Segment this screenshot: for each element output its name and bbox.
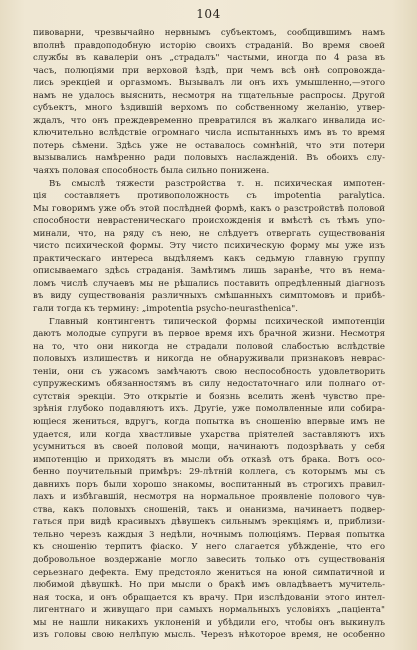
text-line: изъ головы свою нелѣпую мысль. Черезъ нѣкоторое время, не особенно	[33, 630, 385, 641]
text-line: ція составляетъ противоположность съ impotentia paralytica.	[33, 191, 385, 202]
text-line: минали, что, на ряду съ нею, не слѣдуетъ отвергать существованія	[33, 228, 385, 239]
text-line: Въ смыслѣ тяжести разстройства т. н. психическая импотен-	[49, 178, 385, 189]
text-line: супружескимъ обязанностямъ въ силу недостаточнаго или полнаго от-	[33, 379, 385, 390]
text-line: ждалъ, что онъ преждевременно превратился въ жалкаго инвалида ис-	[33, 115, 385, 126]
text-line: ющіеся жениться, вдругъ, когда попытка въ сношенію впервые имъ не	[33, 416, 385, 427]
text-line: любимой дѣвушкѣ. Но при мысли о бракѣ имъ овладѣваетъ мучитель-	[33, 580, 385, 591]
text-line: бенно поучительный примѣръ: 29-лѣтній коллега, съ которымъ мы съ	[33, 467, 385, 478]
text-line: тельно черезъ каждыя 3 недѣли, ночнымъ полюціямъ. Первая попытка	[33, 529, 385, 540]
text-line: чисто психической формы. Эту чисто психическую форму мы уже изъ	[33, 241, 385, 252]
text-line: въ виду существованія различныхъ смѣшанныхъ симптомовъ и прибѣ-	[33, 291, 385, 302]
text-line: половыхъ излишествъ и никогда не обнаруживали признаковъ неврас-	[33, 354, 385, 365]
text-line: описываемаго здѣсь страданія. Замѣтимъ лишь заранѣе, что въ нема-	[33, 266, 385, 277]
text-line: субъектъ, много ѣздившій верхомъ по собственному желанію, утвер-	[33, 103, 385, 114]
text-line: зрѣнія глубоко подавляютъ ихъ. Другіе, уже помолвленные или собира-	[33, 404, 385, 415]
text-line: къ сношенію терпитъ фіаско. У него слагается убѣжденіе, что его	[33, 542, 385, 553]
text-line: часъ, полюціями при верховой ѣздѣ, при чемъ всѣ онѣ сопровожда-	[33, 65, 385, 76]
text-line: ства, какъ половыхъ сношеній, такъ и онанизма, начинаетъ подвер-	[33, 504, 385, 515]
text-line: удается, или когда хвастливые ухарства пріятелей заставляютъ ихъ	[33, 429, 385, 440]
text-line: практическаго интереса выдѣляемъ какъ седьмую главную группу	[33, 253, 385, 264]
text-line: серьезнаго дефекта. Ему предстояло жениться на юной симпатичной и	[33, 567, 385, 578]
text-line: пивоварни, чрезвычайно нервнымъ субъектомъ, сообщившимъ намъ	[33, 28, 385, 38]
text-line: Главный контингентъ типической формы психической импотенціи	[49, 316, 385, 327]
text-line: даютъ молодые супруги въ первое время ихъ брачной жизни. Несмотря	[33, 329, 385, 340]
text-line: чаяхъ половая способность была сильно понижена.	[33, 166, 270, 177]
text-line: ломъ числѣ случаевъ мы не рѣшались поставить опредѣленный діагнозъ	[33, 278, 385, 289]
text-line: вызывались намѣренно ради половыхъ наслажденій. Въ обоихъ слу-	[33, 153, 385, 164]
text-line: лахъ и избѣгавшій, несмотря на нормальное проявленіе полового чув-	[33, 492, 385, 503]
text-line: Мы говоримъ уже объ этой послѣдней формѣ, какъ о разстройствѣ половой	[33, 203, 385, 214]
text-line: сутствія эрекціи. Это открытіе и боязнь вселить женѣ чувство пре-	[33, 391, 385, 402]
page-number: 104	[196, 7, 221, 21]
text-line: добровольное воздержаніе могло завесить только отъ существованія	[33, 554, 385, 565]
text-line: вполнѣ правдоподобную исторію своихъ страданій. Во время своей	[33, 40, 385, 51]
text-line: гаться при видѣ красивыхъ дѣвушекъ сильнымъ эрекціямъ и, приблизи-	[33, 517, 385, 528]
text-line: мы не нашли никакихъ уклоненій и убѣдили его, чтобы онъ выкинулъ	[33, 617, 385, 628]
text-line: ная тоска, и онъ обращается къ врачу. При изслѣдованіи этого интел-	[33, 592, 385, 603]
text-line: лигентнаго и живущаго при самыхъ нормальныхъ условіяхъ „паціента"	[33, 605, 385, 616]
text-line: службы въ кавалеріи онъ „страдалъ" частыми, иногда по 4 раза въ	[33, 53, 385, 64]
text-line: давнихъ поръ были хорошо знакомы, воспитанный въ строгихъ правил-	[33, 479, 385, 490]
text-line: теніи, они съ ужасомъ замѣчаютъ свою неспособность удовлетворить	[33, 366, 385, 377]
text-line: ключительно вслѣдствіе огромнаго числа испытанныхъ имъ въ то время	[33, 128, 385, 139]
text-column	[33, 27, 385, 642]
text-line: потерь сѣмени. Здѣсь уже не оставалось сомнѣній, что эти потери	[33, 140, 385, 151]
text-line: гали тогда къ термину: „impotentia psycho-neurasthenica".	[33, 304, 298, 315]
text-line: усумниться въ своей половой мощи, начинаютъ подозрѣвать у себя	[33, 442, 385, 453]
text-line: импотенцію и приходятъ въ мысли объ отказѣ отъ брака. Вотъ осо-	[33, 454, 385, 465]
text-line: лись эрекціей и оргазмомъ. Вызывалъ ли онъ ихъ умышленно,—этого	[33, 78, 385, 89]
text-line: на то, что они никогда не страдали половой слабостью вслѣдствіе	[33, 341, 385, 352]
text-line: способности неврастеническаго происхожденія и вмѣстѣ съ тѣмъ упо-	[33, 216, 385, 227]
text-line: намъ не удалось выяснить, несмотря на тщательные распросы. Другой	[33, 90, 385, 101]
